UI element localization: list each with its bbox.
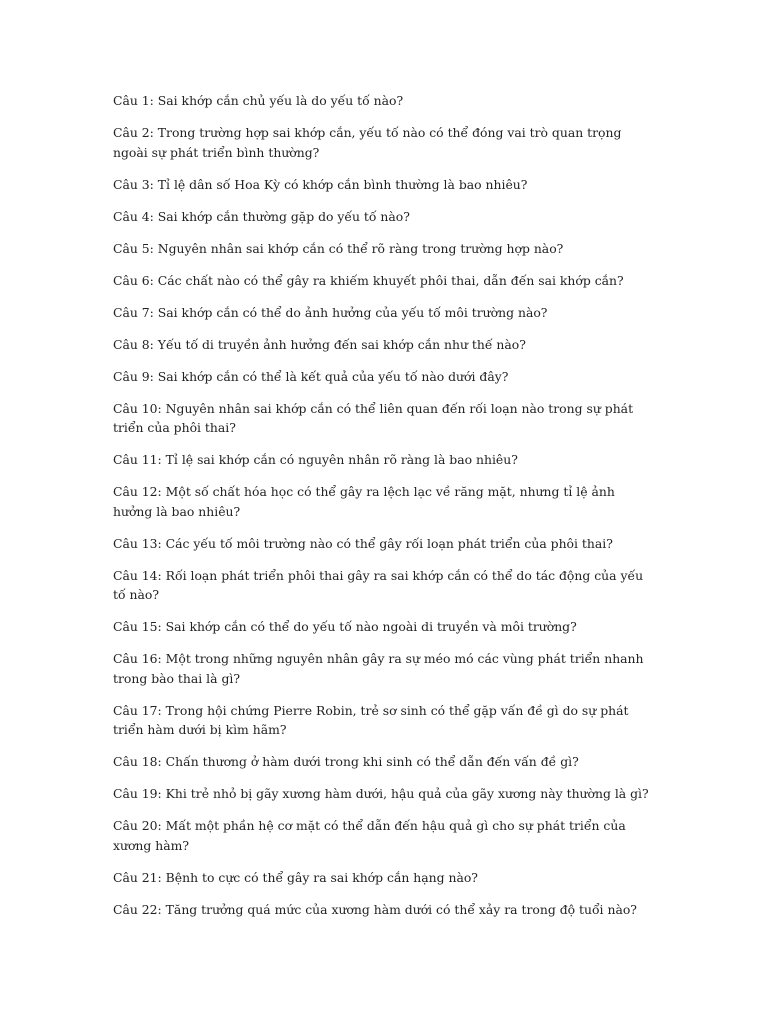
question-7: Câu 7: Sai khớp cắn có thể do ảnh hưởng của yếu tố môi trường nào? (113, 304, 548, 320)
question-11: Câu 11: Tỉ lệ sai khớp cắn có nguyên nhân rõ ràng là bao nhiêu? (113, 452, 518, 467)
question-13: Câu 13: Các yếu tố môi trường nào có thể gây rối loạn phát triển của phôi thai? (113, 535, 613, 551)
question-2: Câu 2: Trong trường hợp sai khớp cắn, yếu tố nào có thể đóng vai trò quan trọng ngoài sự phát triển bình thường? (113, 125, 622, 160)
question-15: Câu 15: Sai khớp cắn có thể do yếu tố nào ngoài di truyền và môi trường? (113, 619, 577, 634)
question-18: Câu 18: Chấn thương ở hàm dưới trong khi sinh có thể dẫn đến vấn đề gì? (113, 754, 579, 769)
question-21: Câu 21: Bệnh to cực có thể gây ra sai khớp cắn hạng nào? (113, 869, 478, 885)
question-5: Câu 5: Nguyên nhân sai khớp cắn có thể rõ ràng trong trường hợp nào? (113, 240, 564, 256)
question-4: Câu 4: Sai khớp cắn thường gặp do yếu tố nào? (113, 208, 410, 224)
question-1: Câu 1: Sai khớp cắn chủ yếu là do yếu tố nào? (113, 93, 404, 108)
document-page (113, 91, 653, 932)
question-17: Câu 17: Trong hội chứng Pierre Robin, trẻ sơ sinh có thể gặp vấn đề gì do sự phát triển hàm dưới bị kìm hãm? (113, 702, 629, 737)
question-3: Câu 3: Tỉ lệ dân số Hoa Kỳ có khớp cắn bình thường là bao nhiêu? (113, 176, 528, 192)
question-19: Câu 19: Khi trẻ nhỏ bị gãy xương hàm dưới, hậu quả của gãy xương này thường là gì? (113, 786, 649, 801)
question-10: Câu 10: Nguyên nhân sai khớp cắn có thể liên quan đến rối loạn nào trong sự phát triển của phôi thai? (113, 400, 634, 435)
question-22: Câu 22: Tăng trưởng quá mức của xương hàm dưới có thể xảy ra trong độ tuổi nào? (113, 901, 637, 917)
question-9: Câu 9: Sai khớp cắn có thể là kết quả của yếu tố nào dưới đây? (113, 368, 509, 384)
question-16: Câu 16: Một trong những nguyên nhân gây ra sự méo mó các vùng phát triển nhanh trong bào thai là gì? (113, 651, 644, 686)
question-8: Câu 8: Yếu tố di truyền ảnh hưởng đến sai khớp cắn như thế nào? (113, 336, 526, 352)
question-6: Câu 6: Các chất nào có thể gây ra khiếm khuyết phôi thai, dẫn đến sai khớp cắn? (113, 272, 624, 288)
question-12: Câu 12: Một số chất hóa học có thể gây ra lệch lạc về răng mặt, nhưng tỉ lệ ảnh hưởng là bao nhiêu? (113, 484, 615, 519)
question-14: Câu 14: Rối loạn phát triển phôi thai gây ra sai khớp cắn có thể do tác động của yếu tố nào? (113, 567, 644, 602)
question-20: Câu 20: Mất một phần hệ cơ mặt có thể dẫn đến hậu quả gì cho sự phát triển của xương hàm? (113, 818, 626, 853)
